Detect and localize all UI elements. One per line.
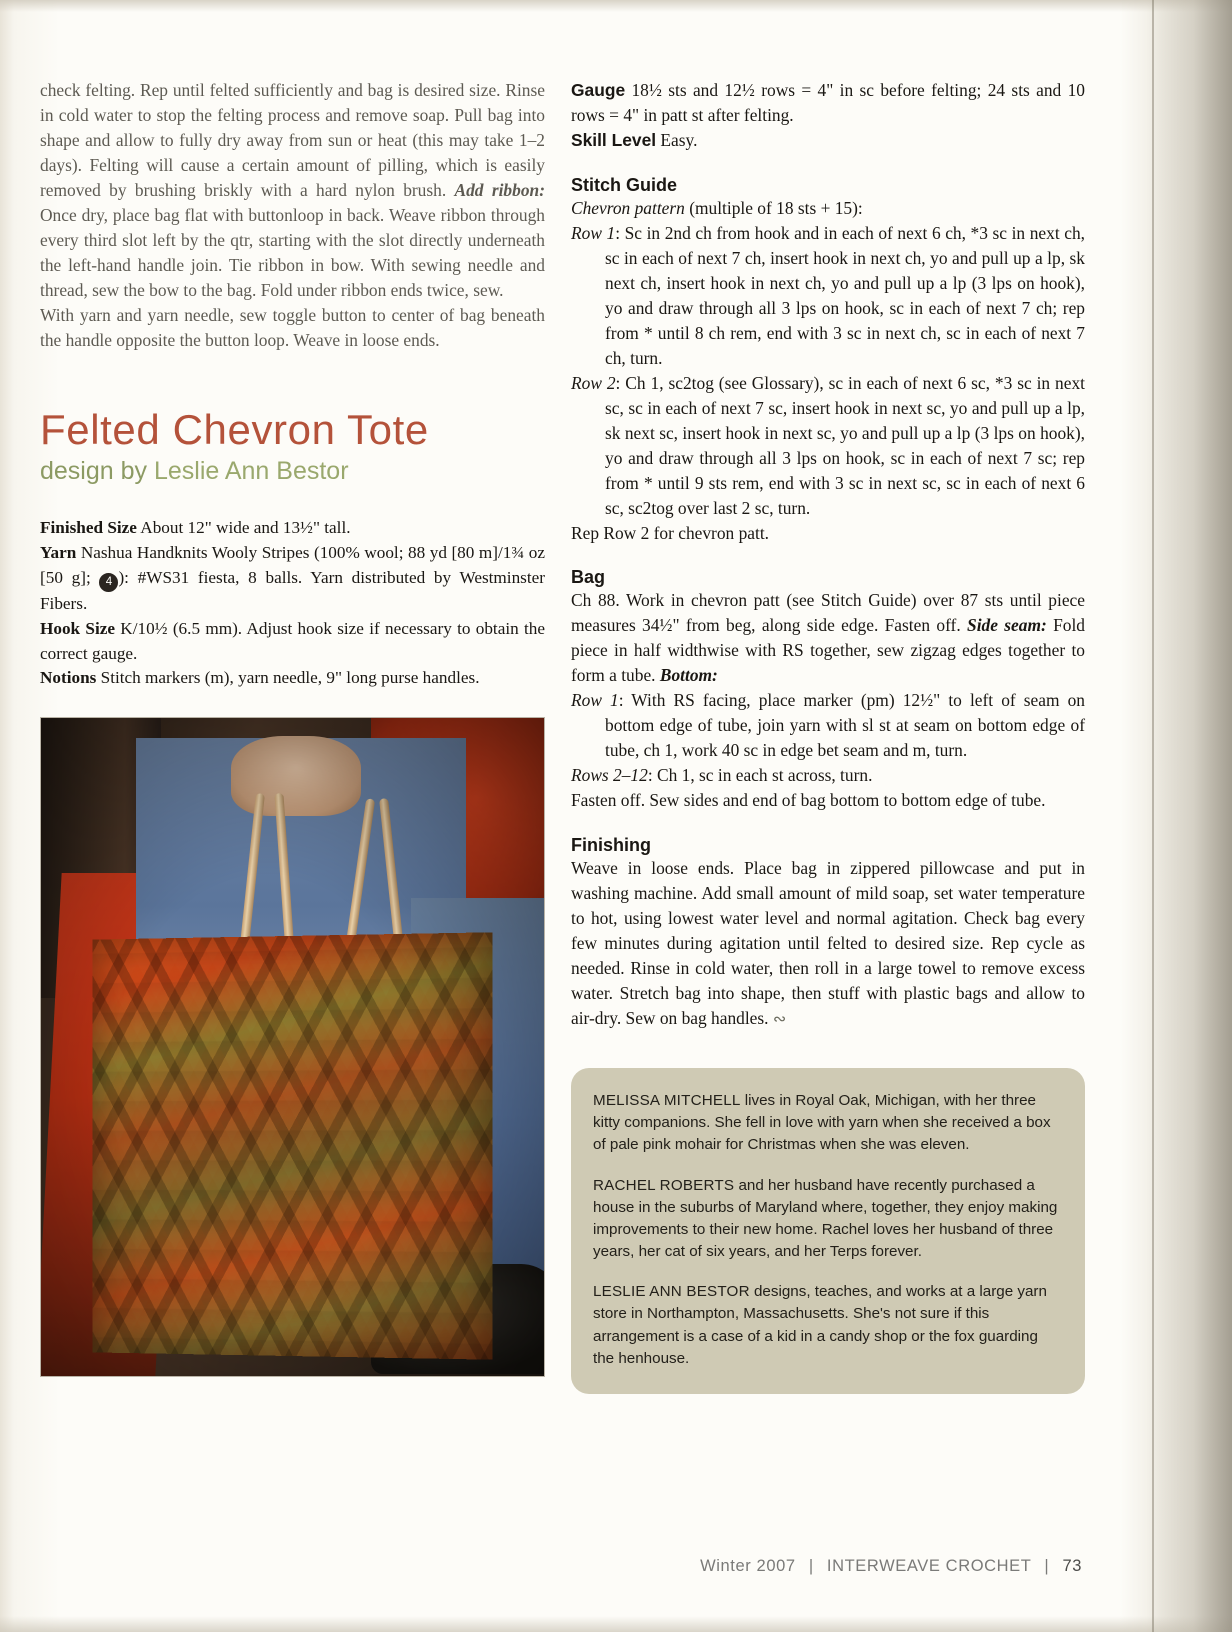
chevron-pattern-text: (multiple of 18 sts + 15): [684,197,863,218]
bio-item [593,1281,1063,1370]
continued-text-1: check felting. Rep until felted sufficiently and bag is desired size. Rinse in cold water to stop the felting process and remove soap. Pull bag into shape and allow to fully dry away from sun or heat (this may take 1–2 days). Felting will cause a certain amount of pilling, which is easily removed by brushing briskly with a hard nylon brush. [40,80,545,200]
spec-hook-size [40,617,545,667]
page-content [40,78,1085,1558]
bag-instructions [571,588,1085,688]
stitch-row-1-text: : Sc in 2nd ch from hook and in each of next 6 ch, *3 sc in next ch, sc in each of next 7 ch, insert hook in next ch, yo and pull up a lp, sk next ch, insert hook in next ch, yo and pull up a lp (3 lps on hook), yo and draw through all 3 lps on hook, sc in each of next 7 ch; rep from * until 8 ch rem, end with 3 sc in next ch, sc in each of next 7 ch, turn. [605,222,1085,368]
page-title-text: Felted Chevron Tote [40,405,429,453]
spec-yarn [40,541,545,617]
contributor-bios-box [571,1068,1085,1394]
bio-name: RACHEL ROBERTS [593,1176,735,1194]
stitch-guide-heading: Stitch Guide [571,174,678,195]
gauge-text: 18½ sts and 12½ rows = 4" in sc before felting; 24 sts and 10 rows = 4" in patt st after felting. [571,80,1085,125]
spec-label-yarn: Yarn [40,543,77,563]
continued-text-2: Once dry, place bag flat with buttonloop in back. Weave ribbon through every third slot left by the qtr, starting with the slot directly underneath the left-hand handle join. Tie ribbon in bow. With sewing needle and thread, sew the bow to the bag. Fold under ribbon ends twice, sew. [40,204,545,300]
finishing-heading: Finishing [571,835,651,856]
left-column [40,78,545,1394]
footer-page-number: 73 [1062,1557,1082,1575]
photo-vignette [41,718,544,1376]
yarn-weight-symbol-icon: 4 [99,573,118,592]
spec-value-yarn: Nashua Handknits Wooly Stripes (100% wool; 88 yd [80 m]/1¾ oz [50 g]; [40,543,545,588]
spec-label-notions: Notions [40,668,97,688]
bottom-rows-2-12 [571,763,1085,788]
bottom-rows-text: : Ch 1, sc in each st across, turn. [647,765,873,786]
bio-item [593,1090,1063,1157]
bio-name: LESLIE ANN BESTOR [593,1283,750,1301]
bottom-rows-label: Rows 2–12 [571,765,648,786]
bio-name: MELISSA MITCHELL [593,1091,741,1109]
bottom-row-1 [571,688,1085,763]
spacer-2 [571,545,1085,567]
bag-text-2: Fold piece in half widthwise with RS together, sew zigzag edges together to form a tube. [571,615,1086,686]
footer-separator-1: | [808,1557,814,1575]
finishing-text-block [571,856,1085,1032]
end-ornament-icon: ∾ [772,1011,787,1028]
bio-text: and her husband have recently purchased a house in the suburbs of Maryland where, together, they enjoy making improvements to their new home. Rachel loves her husband of three years, her cat of six years, and her Terps forever. [593,1176,1058,1261]
page-title [40,405,545,453]
fasten-off-text: Fasten off. Sew sides and end of bag bottom to bottom edge of tube. [571,790,1046,811]
spec-value-hook-size: K/10½ (6.5 mm). Adjust hook size if necessary to obtain the correct gauge. [40,618,545,663]
skill-level-label: Skill Level [571,129,657,150]
bio-item [593,1175,1063,1264]
bag-heading: Bag [571,567,606,588]
continued-paragraph-1 [40,78,545,303]
scan-edge-top [0,0,1232,12]
stitch-row-1-label: Row 1 [571,222,616,243]
footer-issue: Winter 2007 [700,1557,796,1575]
footer-separator-2: | [1044,1557,1050,1575]
finishing-text: Weave in loose ends. Place bag in zippered pillowcase and put in washing machine. Add small amount of mild soap, set water temperature to hot, using lowest water level and normal agitation. Check bag every few minutes during agitation until felted to desired size. Rep cycle as needed. Rinse in cold water, then roll in a large towel to remove excess water. Stretch bag into shape, then stuff with plastic bags and allow to air-dry. Sew on bag handles. [571,858,1085,1028]
spacer [571,153,1085,175]
two-column-layout [40,78,1085,1394]
project-photo [40,717,545,1377]
gauge-paragraph [571,78,1085,128]
byline [40,457,545,486]
skill-level-text: Easy. [656,129,698,150]
stitch-row-2-label: Row 2 [571,372,616,393]
spec-value-finished-size: About 12" wide and 13½" tall. [136,518,351,538]
page-gutter-shadow [1146,0,1232,1632]
chevron-pattern-line [571,196,1085,221]
spec-notions [40,666,545,691]
footer-magazine: INTERWEAVE CROCHET [826,1557,1032,1575]
continued-paragraph-2: With yarn and yarn needle, sew toggle button to center of bag beneath the handle opposite the button loop. Weave in loose ends. [40,304,545,350]
bottom-row-1-text: : With RS facing, place marker (pm) 12½" to left of seam on bottom edge of tube, join yarn with sl st at seam on bottom edge of tube, ch 1, work 40 sc in edge bet seam and m, turn. [605,690,1085,761]
chevron-pattern-label: Chevron pattern [571,197,685,218]
bio-text: lives in Royal Oak, Michigan, with her three kitty companions. She fell in love with yarn when she received a box of pale pink mohair for Christmas when she was eleven. [593,1091,1051,1154]
spec-label-finished-size: Finished Size [40,518,137,538]
byline-prefix: design by [40,457,154,486]
stitch-row-2-text: : Ch 1, sc2tog (see Glossary), sc in each of next 6 sc, *3 sc in next sc, sc in each of next 7 sc, insert hook in next sc, yo and pull up a lp, sk next sc, insert hook in next sc, yo and pull up a lp (3 lps on hook), yo and draw through all 3 lps on hook, sc in each of next 7 sc; rep from * until 9 sts rem, end with 3 sc in next sc, sc in each of next 6 sc, sc2tog over last 2 sc, turn. [605,372,1085,518]
bottom-label: Bottom: [659,665,718,686]
gauge-label: Gauge [571,80,626,100]
stitch-row-2 [571,371,1085,521]
skill-level-paragraph [571,128,1085,153]
page-footer [40,1557,1082,1576]
rep-row-2-line: Rep Row 2 for chevron patt. [571,522,770,543]
bag-text-1: Ch 88. Work in chevron patt (see Stitch Guide) over 87 sts until piece measures 34½" from beg, along side edge. Fasten off. [571,590,1085,636]
add-ribbon-label: Add ribbon: [454,179,545,200]
page-gutter-line [1152,0,1154,1632]
side-seam-label: Side seam: [967,615,1047,636]
scan-edge-bottom [0,1616,1232,1632]
spec-finished-size [40,516,545,541]
bottom-row-1-label: Row 1 [571,690,619,711]
spec-value-yarn-tail: ): #WS31 fiesta, 8 balls. Yarn distributed by Westminster Fibers. [40,568,545,614]
spec-value-notions: Stitch markers (m), yarn needle, 9" long purse handles. [96,668,480,688]
bio-text: designs, teaches, and works at a large yarn store in Northampton, Massachusetts. She's not sure if this arrangement is a case of a kid in a candy shop or the fox guarding the henhouse. [593,1283,1047,1367]
stitch-row-1 [571,221,1085,371]
byline-designer: Leslie Ann Bestor [153,457,349,486]
spacer-3 [571,813,1085,835]
right-column [571,78,1085,1394]
spec-label-hook-size: Hook Size [40,618,115,638]
